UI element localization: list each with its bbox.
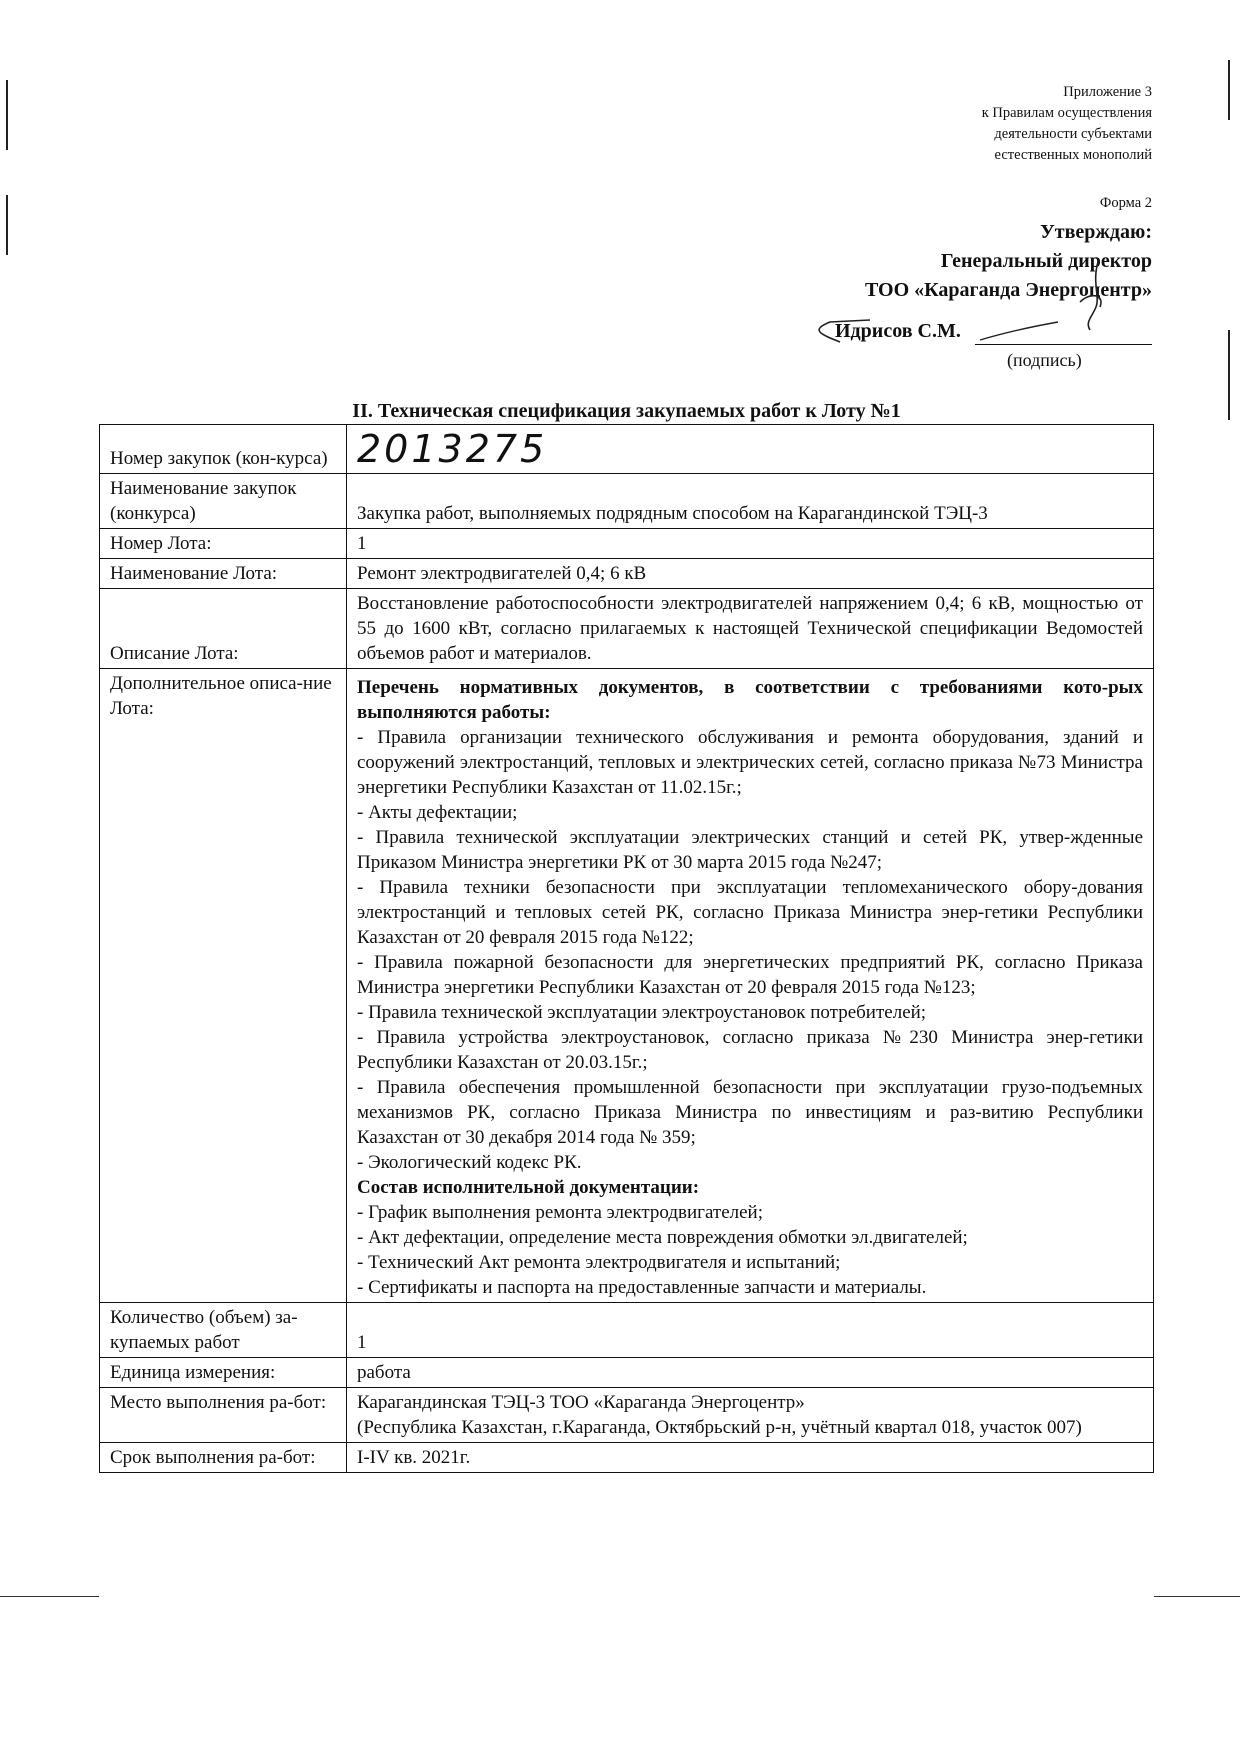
additional-description-value xyxy=(347,669,1154,1303)
procurement-name-value: Закупка работ, выполняемых подрядным способом на Карагандинской ТЭЦ-3 xyxy=(347,474,1154,529)
normative-doc-item: - Экологический кодекс РК. xyxy=(357,1152,582,1173)
scan-edge-mark xyxy=(1228,60,1230,120)
approver-company: ТОО «Караганда Энергоцентр» xyxy=(864,279,1152,301)
unit-value: работа xyxy=(347,1358,1154,1388)
normative-docs-heading: Перечень нормативных документов, в соответствии с требованиями кото-рых выполняются работы: xyxy=(357,677,1143,723)
executive-doc-item: - Технический Акт ремонта электродвигателя и испытаний; xyxy=(357,1252,841,1273)
normative-doc-item: - Акты дефектации; xyxy=(357,802,518,823)
quantity-label: Количество (объем) за-купаемых работ xyxy=(100,1303,347,1358)
approver-position: Генеральный директор xyxy=(940,250,1152,272)
scan-edge-mark xyxy=(6,195,8,255)
monopoly-line: естественных монополий xyxy=(994,147,1152,163)
signer-name: Идрисов С.М. xyxy=(835,320,961,342)
executive-doc-item: - Сертификаты и паспорта на предоставленные запчасти и материалы. xyxy=(357,1277,927,1298)
quantity-value: 1 xyxy=(347,1303,1154,1358)
specification-table xyxy=(99,424,1154,1473)
table-row xyxy=(100,1443,1154,1473)
lot-name-label: Наименование Лота: xyxy=(100,559,347,589)
scan-edge-mark xyxy=(1228,330,1230,420)
procurement-name-label: Наименование закупок (конкурса) xyxy=(100,474,347,529)
term-value: I-IV кв. 2021г. xyxy=(347,1443,1154,1473)
table-row xyxy=(100,474,1154,529)
term-label: Срок выполнения ра-бот: xyxy=(100,1443,347,1473)
executive-doc-item: - График выполнения ремонта электродвигателей; xyxy=(357,1202,763,1223)
unit-label: Единица измерения: xyxy=(100,1358,347,1388)
lot-description-label: Описание Лота: xyxy=(100,589,347,669)
place-value xyxy=(347,1388,1154,1443)
appendix-number: Приложение 3 xyxy=(1063,84,1152,100)
scan-edge-mark xyxy=(6,80,8,150)
additional-description-label: Дополнительное описа-ние Лота: xyxy=(100,669,347,1303)
section-title: II. Техническая спецификация закупаемых работ к Лоту №1 xyxy=(352,400,901,422)
table-row xyxy=(100,1358,1154,1388)
place-label: Место выполнения ра-бот: xyxy=(100,1388,347,1443)
normative-doc-item: - Правила устройства электроустановок, согласно приказа №230 Министра энер-гетики Республики Казахстан от 20.03.15г.; xyxy=(357,1027,1143,1073)
normative-doc-item: - Правила организации технического обслуживания и ремонта оборудования, зданий и сооружений электростанций, тепловых и электрических сетей, согласно приказа №73 Министра энергетики Республики Казахстан от 11.02.15г.; xyxy=(357,727,1143,798)
scan-fold-line xyxy=(0,1596,99,1597)
table-row xyxy=(100,669,1154,1303)
normative-doc-item: - Правила технической эксплуатации электрических станций и сетей РК, утвер-жденные Приказом Министра энергетики РК от 30 марта 2015 года №247; xyxy=(357,827,1143,873)
signature-row xyxy=(805,320,1152,348)
rules-line: к Правилам осуществления xyxy=(981,105,1152,121)
appendix-header xyxy=(732,82,1152,166)
table-row xyxy=(100,1303,1154,1358)
normative-doc-item: - Правила обеспечения промышленной безопасности при эксплуатации грузо-подъемных механизмов РК, согласно Приказа Министра по инвестициям и раз-витию Республики Казахстан от 30 декабря 2014 года № 359; xyxy=(357,1077,1143,1148)
executive-docs-heading: Состав исполнительной документации: xyxy=(357,1177,700,1198)
lot-name-value: Ремонт электродвигателей 0,4; 6 кВ xyxy=(347,559,1154,589)
executive-doc-item: - Акт дефектации, определение места повреждения обмотки эл.двигателей; xyxy=(357,1227,968,1248)
table-row xyxy=(100,589,1154,669)
lot-number-value: 1 xyxy=(347,529,1154,559)
scan-fold-line xyxy=(1154,1596,1240,1597)
place-line-1: Карагандинская ТЭЦ-3 ТОО «Караганда Энергоцентр» xyxy=(357,1392,805,1413)
lot-number-label: Номер Лота: xyxy=(100,529,347,559)
form-label: Форма 2 xyxy=(1099,195,1152,211)
normative-doc-item: - Правила технической эксплуатации электроустановок потребителей; xyxy=(357,1002,927,1023)
signature-hint: (подпись) xyxy=(1007,350,1082,370)
activity-line: деятельности субъектами xyxy=(994,126,1152,142)
table-row xyxy=(100,425,1154,474)
table-row xyxy=(100,559,1154,589)
place-line-2: (Республика Казахстан, г.Караганда, Октябрьский р-н, учётный квартал 018, участок 007) xyxy=(357,1417,1082,1438)
procurement-number-value: 2013275 xyxy=(347,425,1154,474)
normative-doc-item: - Правила техники безопасности при эксплуатации тепломеханического обору-дования электростанций и тепловых сетей РК, согласно Приказа Министра энер-гетики Республики Казахстан от 20 февраля 2015 года №122; xyxy=(357,877,1143,948)
table-row xyxy=(100,1388,1154,1443)
procurement-number-label: Номер закупок (кон-курса) xyxy=(100,425,347,474)
lot-description-value: Восстановление работоспособности электродвигателей напряжением 0,4; 6 кВ, мощностью от 55 до 1600 кВт, согласно прилагаемых к настоящей Технической спецификации Ведомостей объемов работ и материалов. xyxy=(347,589,1154,669)
signature-line xyxy=(975,344,1152,345)
approve-label: Утверждаю: xyxy=(1040,221,1152,243)
normative-doc-item: - Правила пожарной безопасности для энергетических предприятий РК, согласно Приказа Министра энергетики Республики Казахстан от 20 февраля 2015 года №123; xyxy=(357,952,1143,998)
table-row xyxy=(100,529,1154,559)
